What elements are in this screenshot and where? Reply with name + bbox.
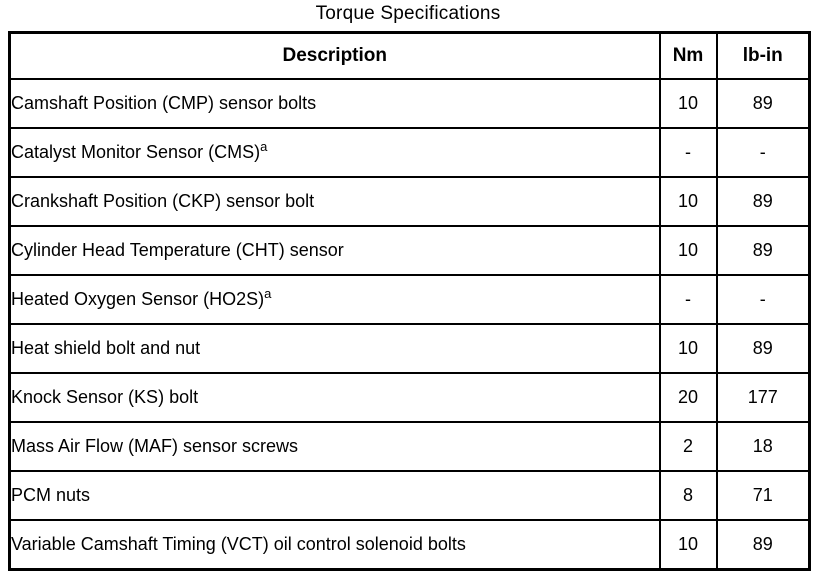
column-header-nm: Nm	[660, 33, 717, 80]
description-text: Knock Sensor (KS) bolt	[11, 387, 199, 407]
table-row	[10, 324, 810, 373]
cell-nm: 10	[660, 226, 717, 275]
table-row	[10, 275, 810, 324]
table-row	[10, 471, 810, 520]
table-row	[10, 79, 810, 128]
cell-nm: 10	[660, 324, 717, 373]
cell-description	[10, 226, 660, 275]
table-row	[10, 128, 810, 177]
cell-nm: 8	[660, 471, 717, 520]
cell-lbin: -	[717, 128, 810, 177]
cell-description	[10, 471, 660, 520]
cell-description	[10, 324, 660, 373]
description-text: Cylinder Head Temperature (CHT) sensor	[11, 240, 344, 260]
cell-nm: 20	[660, 373, 717, 422]
description-text: PCM nuts	[11, 485, 91, 505]
cell-description	[10, 520, 660, 570]
cell-lbin: 89	[717, 177, 810, 226]
cell-description	[10, 128, 660, 177]
table-body	[10, 79, 810, 570]
table-row	[10, 177, 810, 226]
cell-nm: -	[660, 275, 717, 324]
footnote-marker: a	[260, 139, 268, 154]
cell-lbin: 177	[717, 373, 810, 422]
column-header-description: Description	[10, 33, 660, 80]
table-row	[10, 226, 810, 275]
table-row	[10, 373, 810, 422]
cell-nm: 10	[660, 520, 717, 570]
description-text: Variable Camshaft Timing (VCT) oil control solenoid bolts	[11, 534, 466, 554]
table-header-row	[10, 33, 810, 80]
cell-description	[10, 79, 660, 128]
cell-nm: 10	[660, 79, 717, 128]
description-text: Mass Air Flow (MAF) sensor screws	[11, 436, 299, 456]
cell-lbin: 89	[717, 226, 810, 275]
cell-lbin: 18	[717, 422, 810, 471]
cell-nm: -	[660, 128, 717, 177]
description-text: Camshaft Position (CMP) sensor bolts	[11, 93, 317, 113]
cell-lbin: 89	[717, 520, 810, 570]
torque-specifications-table	[8, 31, 811, 571]
cell-description	[10, 275, 660, 324]
cell-description	[10, 422, 660, 471]
description-text: Catalyst Monitor Sensor (CMS)	[11, 142, 261, 162]
cell-lbin: 89	[717, 79, 810, 128]
cell-description	[10, 373, 660, 422]
description-text: Heat shield bolt and nut	[11, 338, 201, 358]
table-container	[0, 31, 816, 571]
column-header-lbin: lb-in	[717, 33, 810, 80]
description-text: Crankshaft Position (CKP) sensor bolt	[11, 191, 315, 211]
table-header	[10, 33, 810, 80]
cell-nm: 10	[660, 177, 717, 226]
footnote-marker: a	[264, 286, 272, 301]
page-title: Torque Specifications	[315, 3, 501, 24]
cell-lbin: 71	[717, 471, 810, 520]
cell-nm: 2	[660, 422, 717, 471]
cell-lbin: 89	[717, 324, 810, 373]
cell-lbin: -	[717, 275, 810, 324]
table-row	[10, 520, 810, 570]
cell-description	[10, 177, 660, 226]
table-row	[10, 422, 810, 471]
description-text: Heated Oxygen Sensor (HO2S)	[11, 289, 265, 309]
